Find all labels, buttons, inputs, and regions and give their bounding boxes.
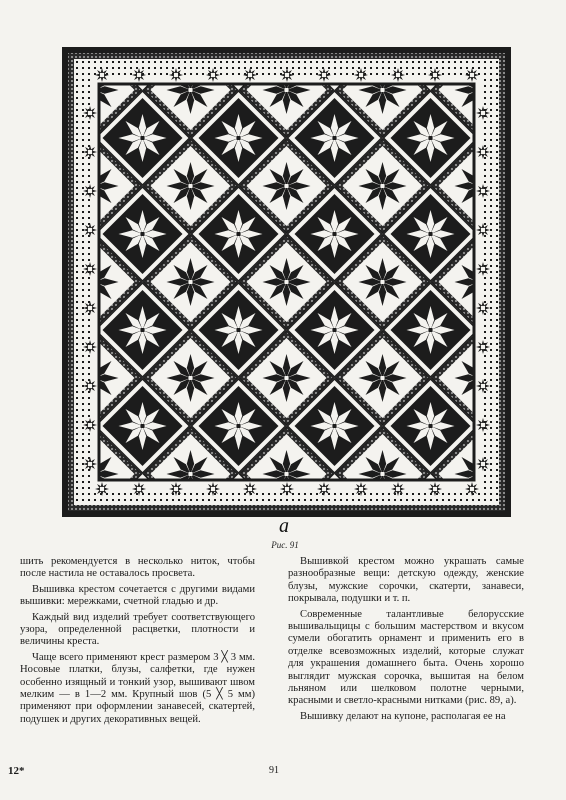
star-motif — [215, 306, 263, 354]
paragraph: Вышивку делают на купоне, располагая ее на — [300, 710, 506, 722]
border-motif — [83, 418, 97, 432]
border-motif — [83, 184, 97, 198]
paragraph: Каждый вид изделий требует соответствующего узора, определенной расцветки, плотности и величины креста. — [20, 611, 255, 648]
border-motif — [243, 482, 257, 496]
figure-caption: Рис. 91 — [271, 540, 299, 550]
star-motif — [311, 306, 359, 354]
border-motif — [476, 184, 490, 198]
page-number: 91 — [269, 765, 279, 776]
paragraph: Чаще всего применяют крест размером 3 ╳ 3 мм. Носовые платки, блузы, салфетки, где нужен особенно изящный и тонкий узор, вышивают швом мелким — в 1—2 мм. Крупный шов (5 ╳ 5 мм) применяют при оформлении занавесей, скатертей, подушек и других декоративных вещей. — [20, 651, 255, 725]
star-motif — [119, 402, 167, 450]
border-motif — [95, 482, 109, 496]
star-motif — [359, 162, 407, 210]
border-motif — [354, 482, 368, 496]
border-motif — [169, 482, 183, 496]
border-motif — [317, 68, 331, 82]
border-motif — [280, 68, 294, 82]
figure-letter: а — [279, 515, 289, 537]
printer-signature: 12* — [8, 765, 25, 777]
border-motif — [354, 68, 368, 82]
border-motif — [476, 418, 490, 432]
star-motif — [119, 114, 167, 162]
paragraph: Современные талантливые белорусские вышивальщицы с большим мастерством и вкусом сумели обогатить орнамент и применить его в отделке всевозможных изделий, которые служат для украшения домашнего быта. Очень хорошо выглядит мужская сорочка, вышитая на белом льняном или шелковом полотне черными, красными и светло-красными нитками (рис. 89, а). — [288, 608, 524, 707]
star-motif — [311, 210, 359, 258]
border-motif — [476, 106, 490, 120]
border-motif — [206, 68, 220, 82]
star-motif — [407, 306, 455, 354]
border-motif — [83, 223, 97, 237]
star-motif — [263, 258, 311, 306]
star-motif — [359, 354, 407, 402]
star-motif — [311, 114, 359, 162]
border-motif — [83, 145, 97, 159]
border-motif — [83, 379, 97, 393]
border-motif — [465, 482, 479, 496]
border-motif — [206, 482, 220, 496]
star-motif — [407, 210, 455, 258]
border-motif — [476, 301, 490, 315]
border-motif — [391, 68, 405, 82]
star-motif — [407, 402, 455, 450]
border-motif — [476, 340, 490, 354]
paragraph: шить рекомендуется в несколько ниток, чтобы после настила не оставалось просвета. — [20, 556, 255, 580]
star-motif — [407, 114, 455, 162]
border-motif — [476, 223, 490, 237]
border-motif — [476, 379, 490, 393]
star-motif — [167, 354, 215, 402]
left-text-column — [20, 556, 255, 729]
border-motif — [83, 301, 97, 315]
border-motif — [317, 482, 331, 496]
star-motif — [263, 162, 311, 210]
star-motif — [215, 402, 263, 450]
border-motif — [428, 68, 442, 82]
border-motif — [476, 457, 490, 471]
paragraph: Вышивкой крестом можно украшать самые разнообразные вещи: детскую одежду, женские блузы, мужские сорочки, скатерти, занавеси, покрывала, подушки и т. п. — [288, 556, 524, 605]
border-motif — [83, 262, 97, 276]
star-motif — [263, 354, 311, 402]
border-motif — [280, 482, 294, 496]
border-motif — [83, 340, 97, 354]
border-motif — [391, 482, 405, 496]
border-motif — [132, 68, 146, 82]
star-motif — [119, 306, 167, 354]
border-motif — [476, 262, 490, 276]
cross-stitch-pattern — [62, 47, 511, 517]
paragraph: Вышивка крестом сочетается с другими видами вышивки: мережками, счетной гладью и др. — [20, 583, 255, 608]
border-motif — [428, 482, 442, 496]
star-motif — [167, 258, 215, 306]
star-motif — [215, 114, 263, 162]
border-motif — [243, 68, 257, 82]
border-motif — [95, 68, 109, 82]
border-motif — [465, 68, 479, 82]
star-motif — [311, 402, 359, 450]
border-motif — [83, 457, 97, 471]
star-motif — [359, 258, 407, 306]
right-text-column — [288, 556, 524, 726]
border-motif — [476, 145, 490, 159]
star-motif — [215, 210, 263, 258]
star-motif — [167, 162, 215, 210]
embroidery-figure — [62, 47, 511, 517]
border-motif — [169, 68, 183, 82]
border-motif — [83, 106, 97, 120]
border-motif — [132, 482, 146, 496]
star-motif — [119, 210, 167, 258]
